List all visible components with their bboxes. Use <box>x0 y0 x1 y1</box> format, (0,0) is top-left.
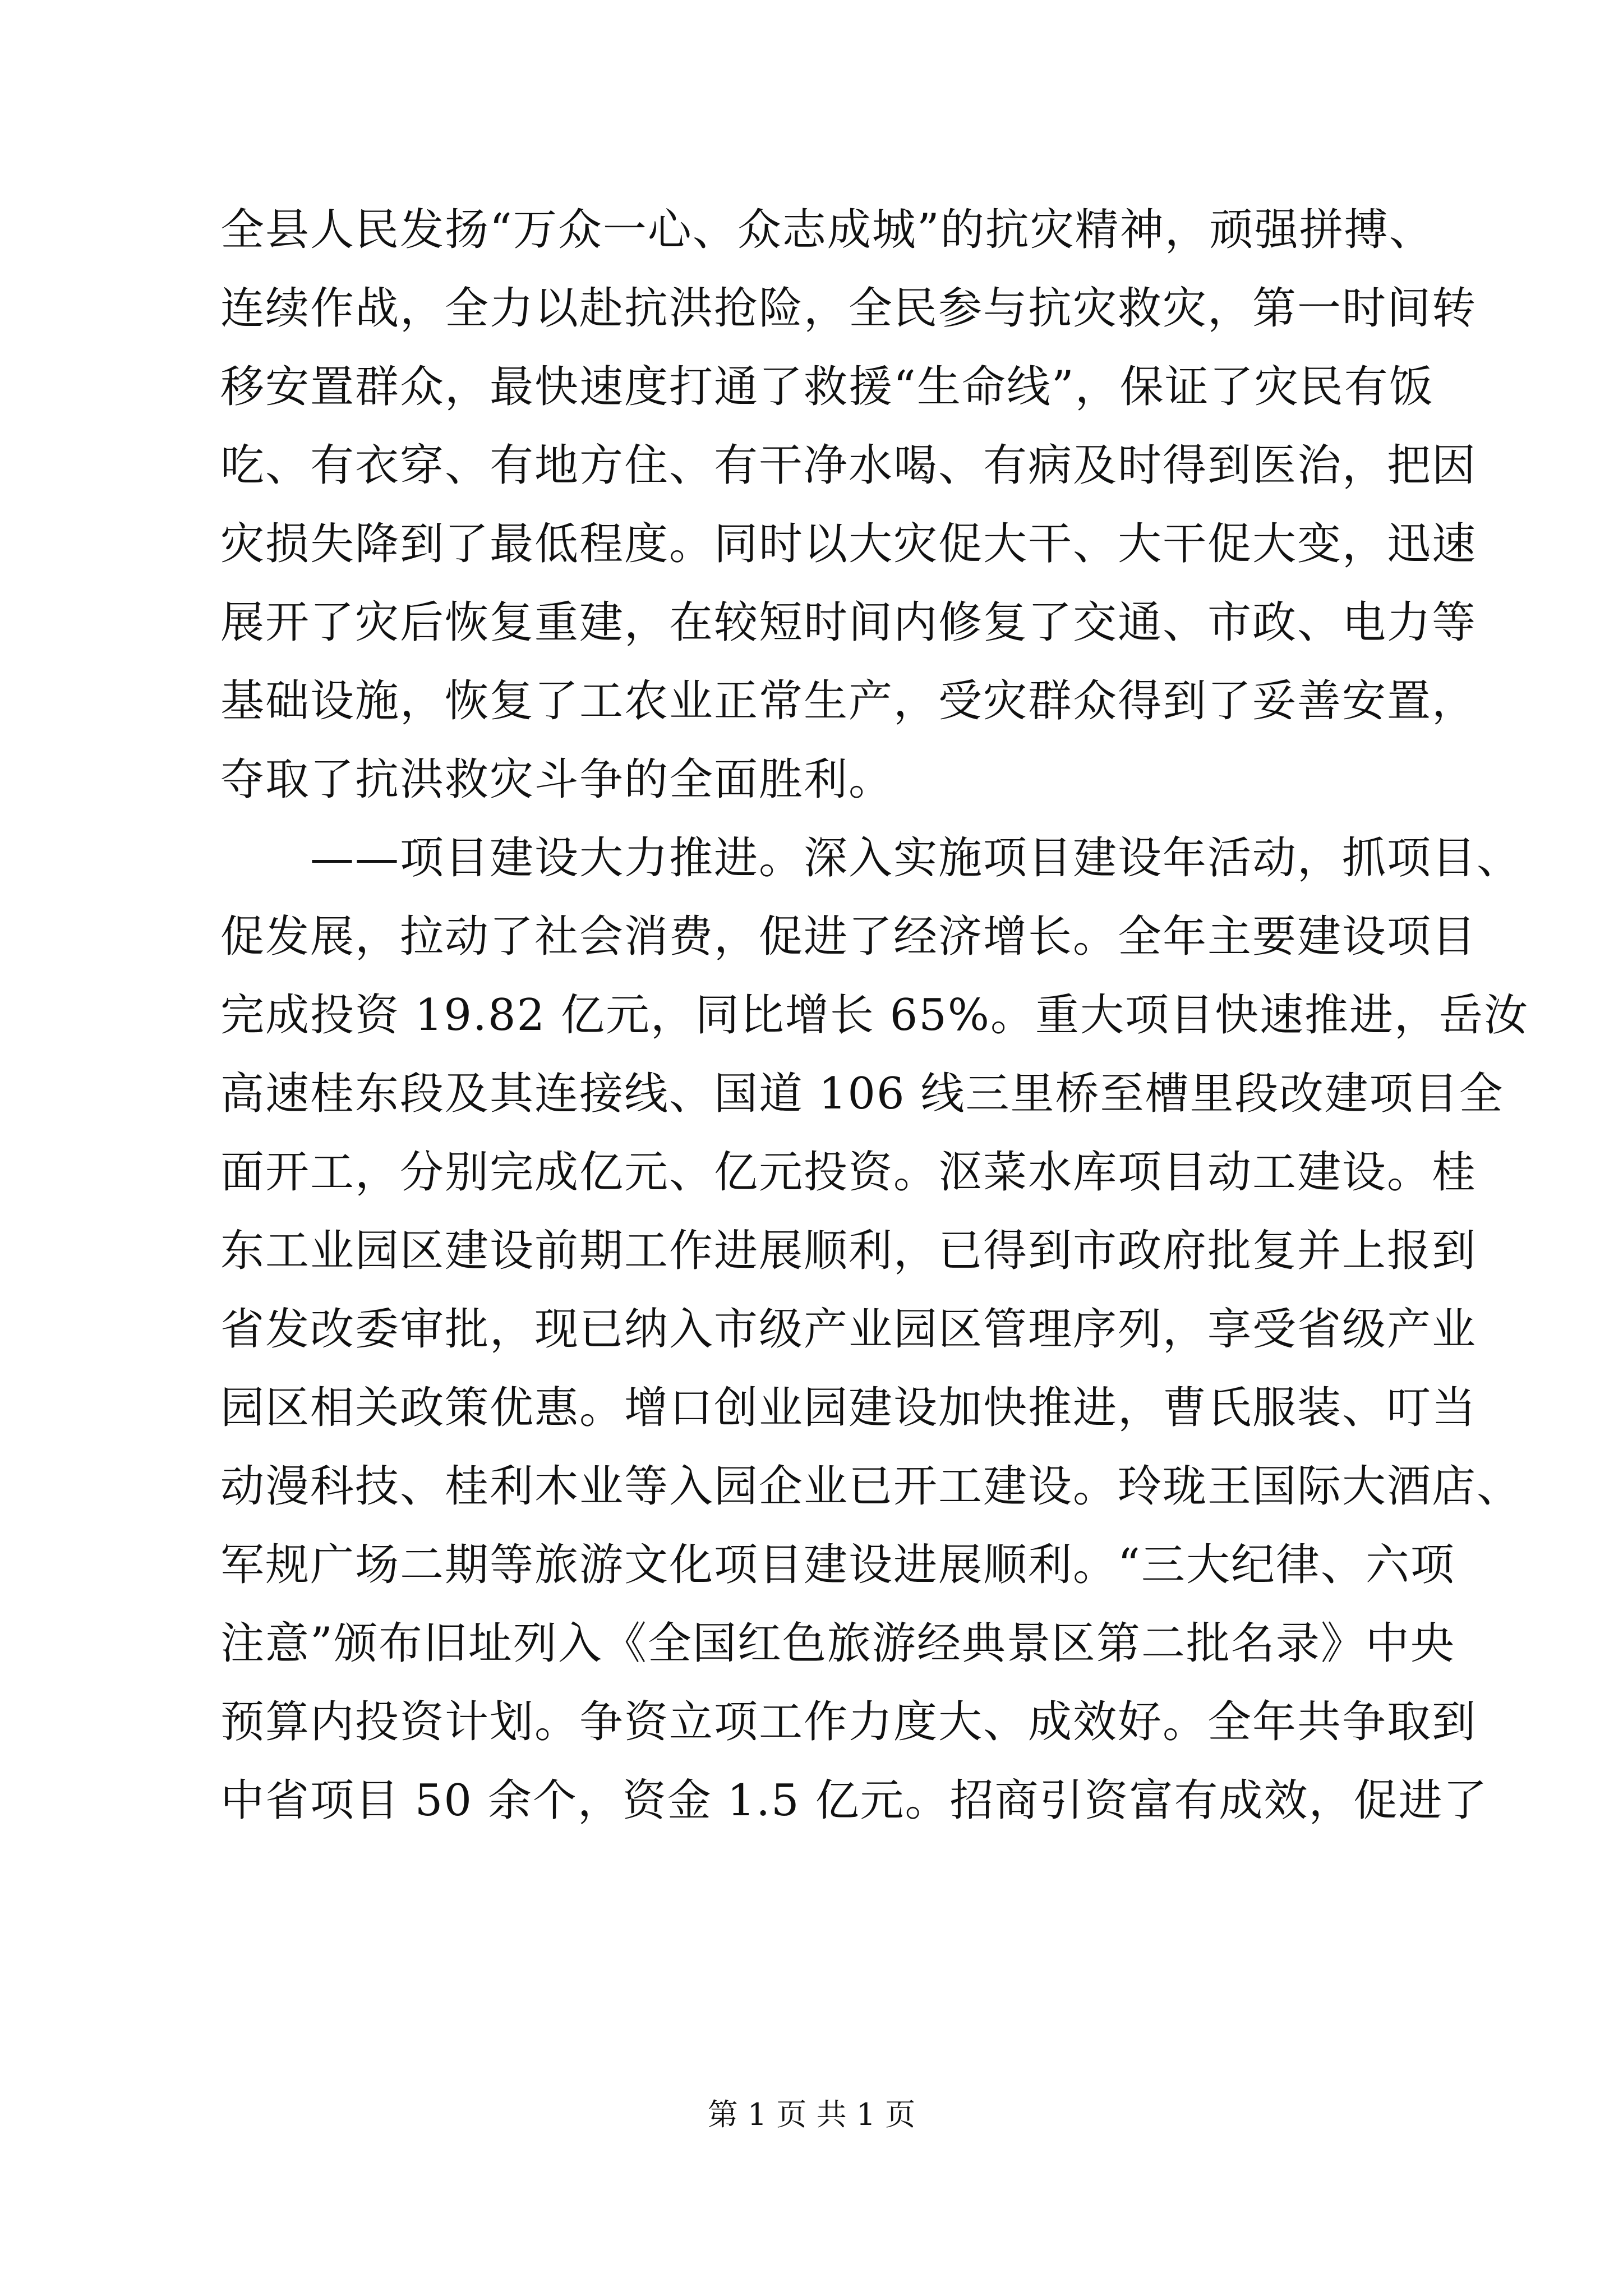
text-line: 全县人民发扬“万众一心、众志成城”的抗灾精神，顽强拼搏、 <box>220 205 1434 255</box>
text-line: 完成投资 19.82 亿元，同比增长 65%。重大项目快速推进，岳汝 <box>220 990 1529 1041</box>
text-line: 促发展，拉动了社会消费，促进了经济增长。全年主要建设项目 <box>220 912 1477 962</box>
text-line: 预算内投资计划。争资立项工作力度大、成效好。全年共争取到 <box>220 1697 1477 1747</box>
text-line: 省发改委审批，现已纳入市级产业园区管理序列，享受省级产业 <box>220 1304 1477 1355</box>
text-line: 连续作战，全力以赴抗洪抢险，全民参与抗灾救灾，第一时间转 <box>220 283 1477 334</box>
text-line: 展开了灾后恢复重建，在较短时间内修复了交通、市政、电力等 <box>220 597 1477 648</box>
text-line: 注意”颁布旧址列入《全国红色旅游经典景区第二批名录》中央 <box>220 1618 1455 1669</box>
text-line: 面开工，分别完成亿元、亿元投资。沤菜水库项目动工建设。桂 <box>220 1147 1477 1198</box>
text-line: 军规广场二期等旅游文化项目建设进展顺利。“三大纪律、六项 <box>220 1540 1455 1590</box>
text-line: 吃、有衣穿、有地方住、有干净水喝、有病及时得到医治，把因 <box>220 440 1477 491</box>
page-footer: 第 1 页 共 1 页 <box>707 2097 916 2132</box>
text-line: 东工业园区建设前期工作进展顺利，已得到市政府批复并上报到 <box>220 1226 1477 1276</box>
text-line: 高速桂东段及其连接线、国道 106 线三里桥至槽里段改建项目全 <box>220 1069 1504 1119</box>
body-text <box>220 191 1529 1840</box>
text-line: 基础设施，恢复了工农业正常生产，受灾群众得到了妥善安置， <box>220 676 1477 726</box>
text-line: 夺取了抗洪救灾斗争的全面胜利。 <box>220 754 894 805</box>
text-line: 动漫科技、桂利木业等入园企业已开工建设。玲珑王国际大酒店、 <box>220 1461 1522 1512</box>
text-line: 园区相关政策优惠。增口创业园建设加快推进，曹氏服装、叮当 <box>220 1383 1477 1433</box>
text-line: 移安置群众，最快速度打通了救援“生命线”，保证了灾民有饭 <box>220 362 1434 412</box>
text-line: ——项目建设大力推进。深入实施项目建设年活动，抓项目、 <box>220 833 1522 884</box>
text-line: 中省项目 50 余个，资金 1.5 亿元。招商引资富有成效，促进了 <box>220 1775 1488 1826</box>
text-line: 灾损失降到了最低程度。同时以大灾促大干、大干促大变，迅速 <box>220 519 1477 569</box>
